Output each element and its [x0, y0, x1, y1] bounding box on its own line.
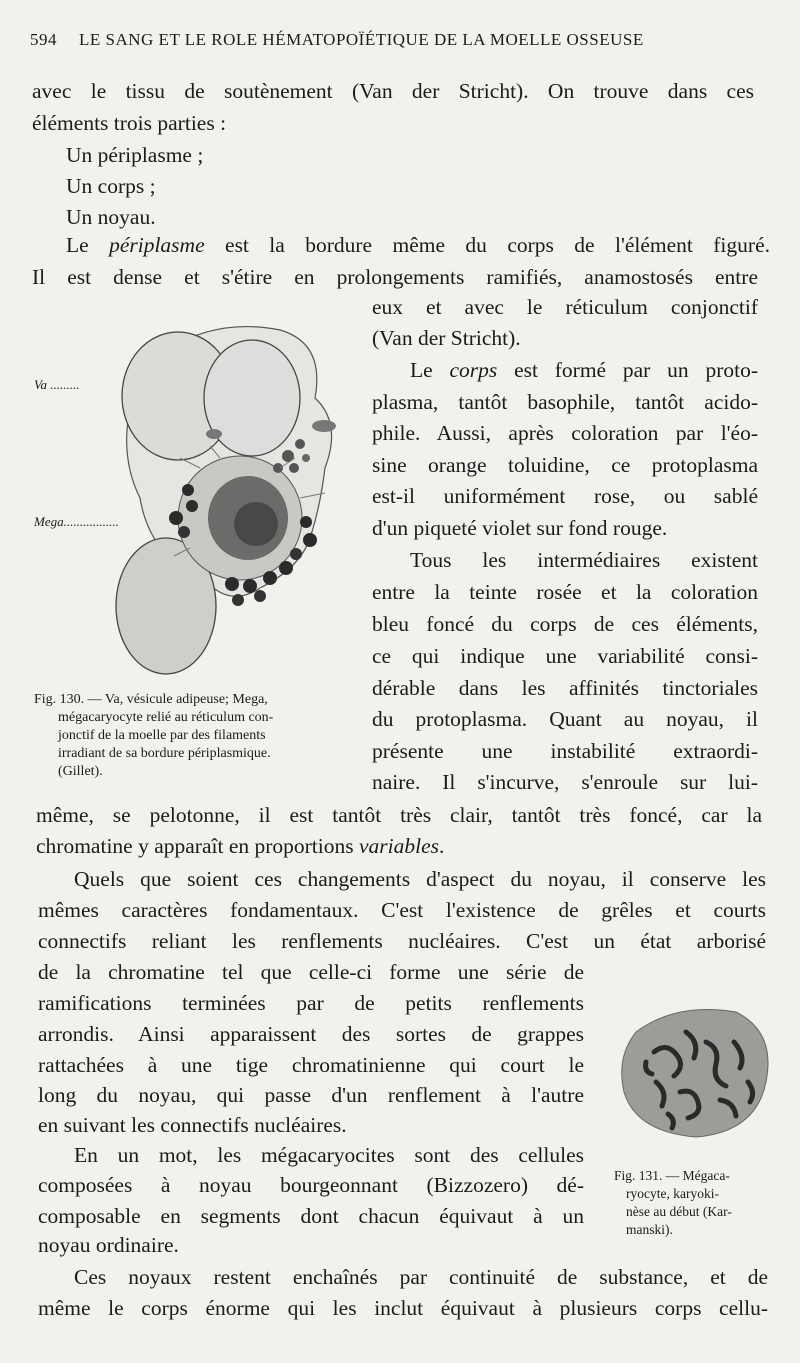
text-span: chromatine y apparaît en proportions: [36, 834, 359, 858]
caption-line: Fig. 130. — Va, vésicule adipeuse; Mega,: [34, 692, 268, 707]
text-line: du protoplasma. Quant au noyau, il: [372, 707, 758, 731]
term-periplasme: périplasme: [109, 233, 205, 257]
caption-line: (Gillet).: [58, 764, 103, 779]
text-line: dérable dans les affinités tinctoriales: [372, 676, 758, 700]
text-line: eux et avec le réticulum conjonctif: [372, 295, 758, 319]
text-line: [36, 831, 444, 861]
running-title: LE SANG ET LE ROLE HÉMATOPOÏÉTIQUE DE LA MOELLE OSSEUSE: [79, 30, 644, 49]
text-span: .: [439, 834, 445, 858]
list-item: Un noyau.: [66, 205, 156, 229]
text-line: entre la teinte rosée et la coloration: [372, 580, 758, 604]
label-va: Va .........: [34, 377, 80, 392]
text-line: avec le tissu de soutènement (Van der Stricht). On trouve dans ces: [32, 79, 754, 103]
text-line: Ces noyaux restent enchaînés par continuité de substance, et de: [74, 1265, 768, 1289]
caption-line: mégacaryocyte relié au réticulum con-: [58, 710, 274, 725]
text-line: plasma, tantôt basophile, tantôt acido-: [372, 390, 758, 414]
term-variables: variables: [359, 834, 440, 858]
figure-130-illustration: [110, 318, 350, 683]
figure-131-illustration: [616, 1002, 776, 1142]
list-item: Un corps ;: [66, 174, 156, 198]
text-span: Le: [410, 358, 450, 382]
text-line: En un mot, les mégacaryocites sont des cellules: [74, 1143, 584, 1167]
text-line: long du noyau, qui passe d'un renflement à l'autre: [38, 1083, 584, 1107]
text-line: [66, 230, 770, 260]
text-line: d'un piqueté violet sur fond rouge.: [372, 516, 668, 540]
caption-line: Fig. 131. — Mégaca-: [614, 1168, 730, 1183]
running-head: [30, 30, 770, 50]
text-line: sine orange toluidine, ce protoplasma: [372, 453, 758, 477]
text-line: éléments trois parties :: [32, 111, 227, 135]
list-item: Un périplasme ;: [66, 143, 204, 167]
text-span: est la bordure même du corps de l'élément figuré.: [204, 233, 770, 257]
caption-line: ryocyte, karyoki-: [626, 1186, 719, 1201]
label-mega-text: Mega: [34, 514, 64, 529]
caption-line: manski).: [626, 1222, 673, 1237]
text-line: Il est dense et s'étire en prolongements ramifiés, anamostosés entre: [32, 265, 758, 289]
text-line: noyau ordinaire.: [38, 1233, 179, 1257]
text-line: phile. Aussi, après coloration par l'éo-: [372, 421, 758, 445]
caption-line: irradiant de sa bordure périplasmique.: [58, 746, 271, 761]
text-line: mêmes caractères fondamentaux. C'est l'existence de grêles et courts: [38, 898, 766, 922]
term-corps: corps: [449, 358, 498, 382]
text-line: de la chromatine tel que celle-ci forme une série de: [38, 960, 584, 984]
text-line: bleu foncé du corps de ces éléments,: [372, 612, 758, 636]
text-line: [410, 355, 758, 385]
label-va-text: Va: [34, 377, 47, 392]
text-line: en suivant les connectifs nucléaires.: [38, 1113, 347, 1137]
text-line: connectifs reliant les renflements nucléaires. C'est un état arborisé: [38, 929, 766, 953]
caption-line: jonctif de la moelle par des filaments: [58, 728, 266, 743]
label-mega: Mega.................: [34, 514, 119, 529]
text-line: composable en segments dont chacun équivaut à un: [38, 1204, 584, 1228]
page-number: 594: [30, 30, 57, 49]
text-span: Le: [66, 233, 110, 257]
text-line: même le corps énorme qui les inclut équivaut à plusieurs corps cellu-: [38, 1296, 768, 1320]
text-line: naire. Il s'incurve, s'enroule sur lui-: [372, 770, 758, 794]
text-line: (Van der Stricht).: [372, 326, 521, 350]
text-line: Quels que soient ces changements d'aspect du noyau, il conserve les: [74, 867, 766, 891]
text-line: ramifications terminées par de petits renflements: [38, 991, 584, 1015]
text-line: est-il uniformément rose, ou sablé: [372, 484, 758, 508]
text-line: ce qui indique une variabilité consi-: [372, 644, 758, 668]
text-line: composées à noyau bourgeonnant (Bizzozero) dé-: [38, 1173, 584, 1197]
text-line: arrondis. Ainsi apparaissent des sortes de grappes: [38, 1022, 584, 1046]
text-line: Tous les intermédiaires existent: [410, 548, 758, 572]
text-line: présente une instabilité extraordi-: [372, 739, 758, 763]
text-span: est formé par un proto-: [497, 358, 758, 382]
caption-line: nèse au début (Kar-: [626, 1204, 732, 1219]
text-line: rattachées à une tige chromatinienne qui court le: [38, 1053, 584, 1077]
text-line: même, se pelotonne, il est tantôt très clair, tantôt très foncé, car la: [36, 803, 762, 827]
